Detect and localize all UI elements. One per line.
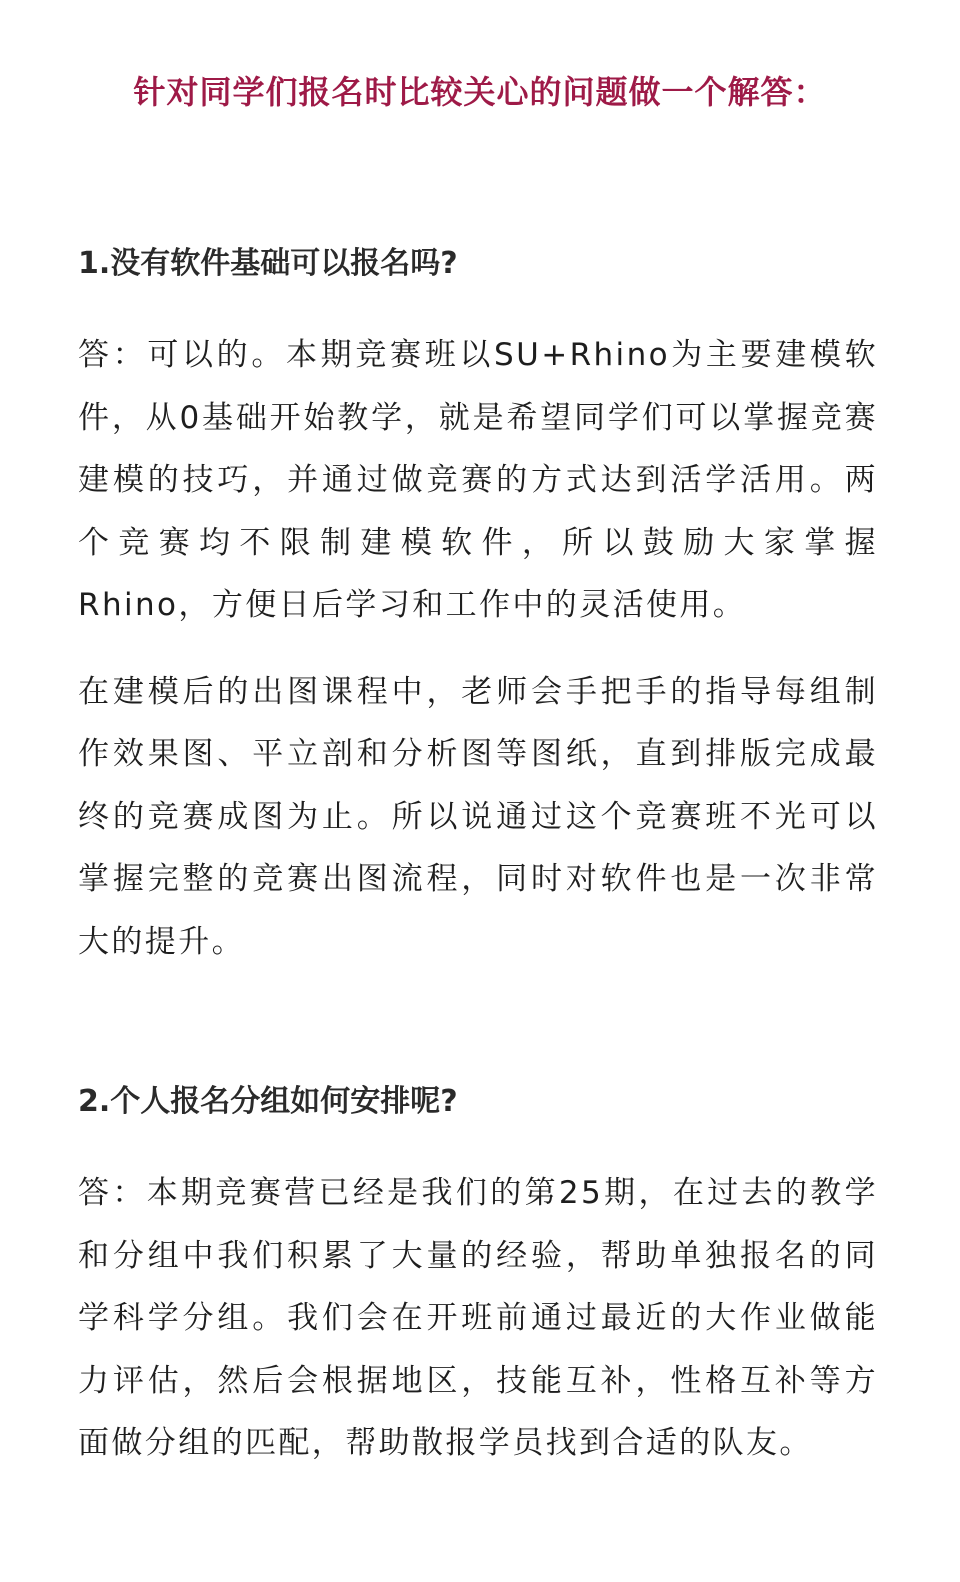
- faq-item-2: [78, 1078, 878, 1475]
- faq-answer-1-paragraph-2: 在建模后的出图课程中，老师会手把手的指导每组制作效果图、平立剖和分析图等图纸，直到排版完成最终的竞赛成图为止。所以说通过这个竞赛班不光可以掌握完整的竞赛出图流程，同时对软件也是一次非常大的提升。: [78, 673, 878, 960]
- faq-question-2: 2.个人报名分组如何安排呢?: [78, 1084, 458, 1119]
- faq-answer-1-paragraph-1: 答：可以的。本期竞赛班以SU+Rhino为主要建模软件，从0基础开始教学，就是希望同学们可以掌握竞赛建模的技巧，并通过做竞赛的方式达到活学活用。两个竞赛均不限制建模软件，所以鼓励大家掌握Rhino，方便日后学习和工作中的灵活使用。: [78, 337, 878, 623]
- headline: 针对同学们报名时比较关心的问题做一个解答：: [133, 73, 827, 111]
- faq-answer-2-paragraph-1: 答：本期竞赛营已经是我们的第25期，在过去的教学和分组中我们积累了大量的经验，帮助单独报名的同学科学分组。我们会在开班前通过最近的大作业做能力评估，然后会根据地区，技能互补，性格互补等方面做分组的匹配，帮助散报学员找到合适的队友。: [78, 1175, 878, 1461]
- faq-question-1: 1.没有软件基础可以报名吗?: [78, 246, 458, 281]
- faq-item-1: [78, 240, 878, 973]
